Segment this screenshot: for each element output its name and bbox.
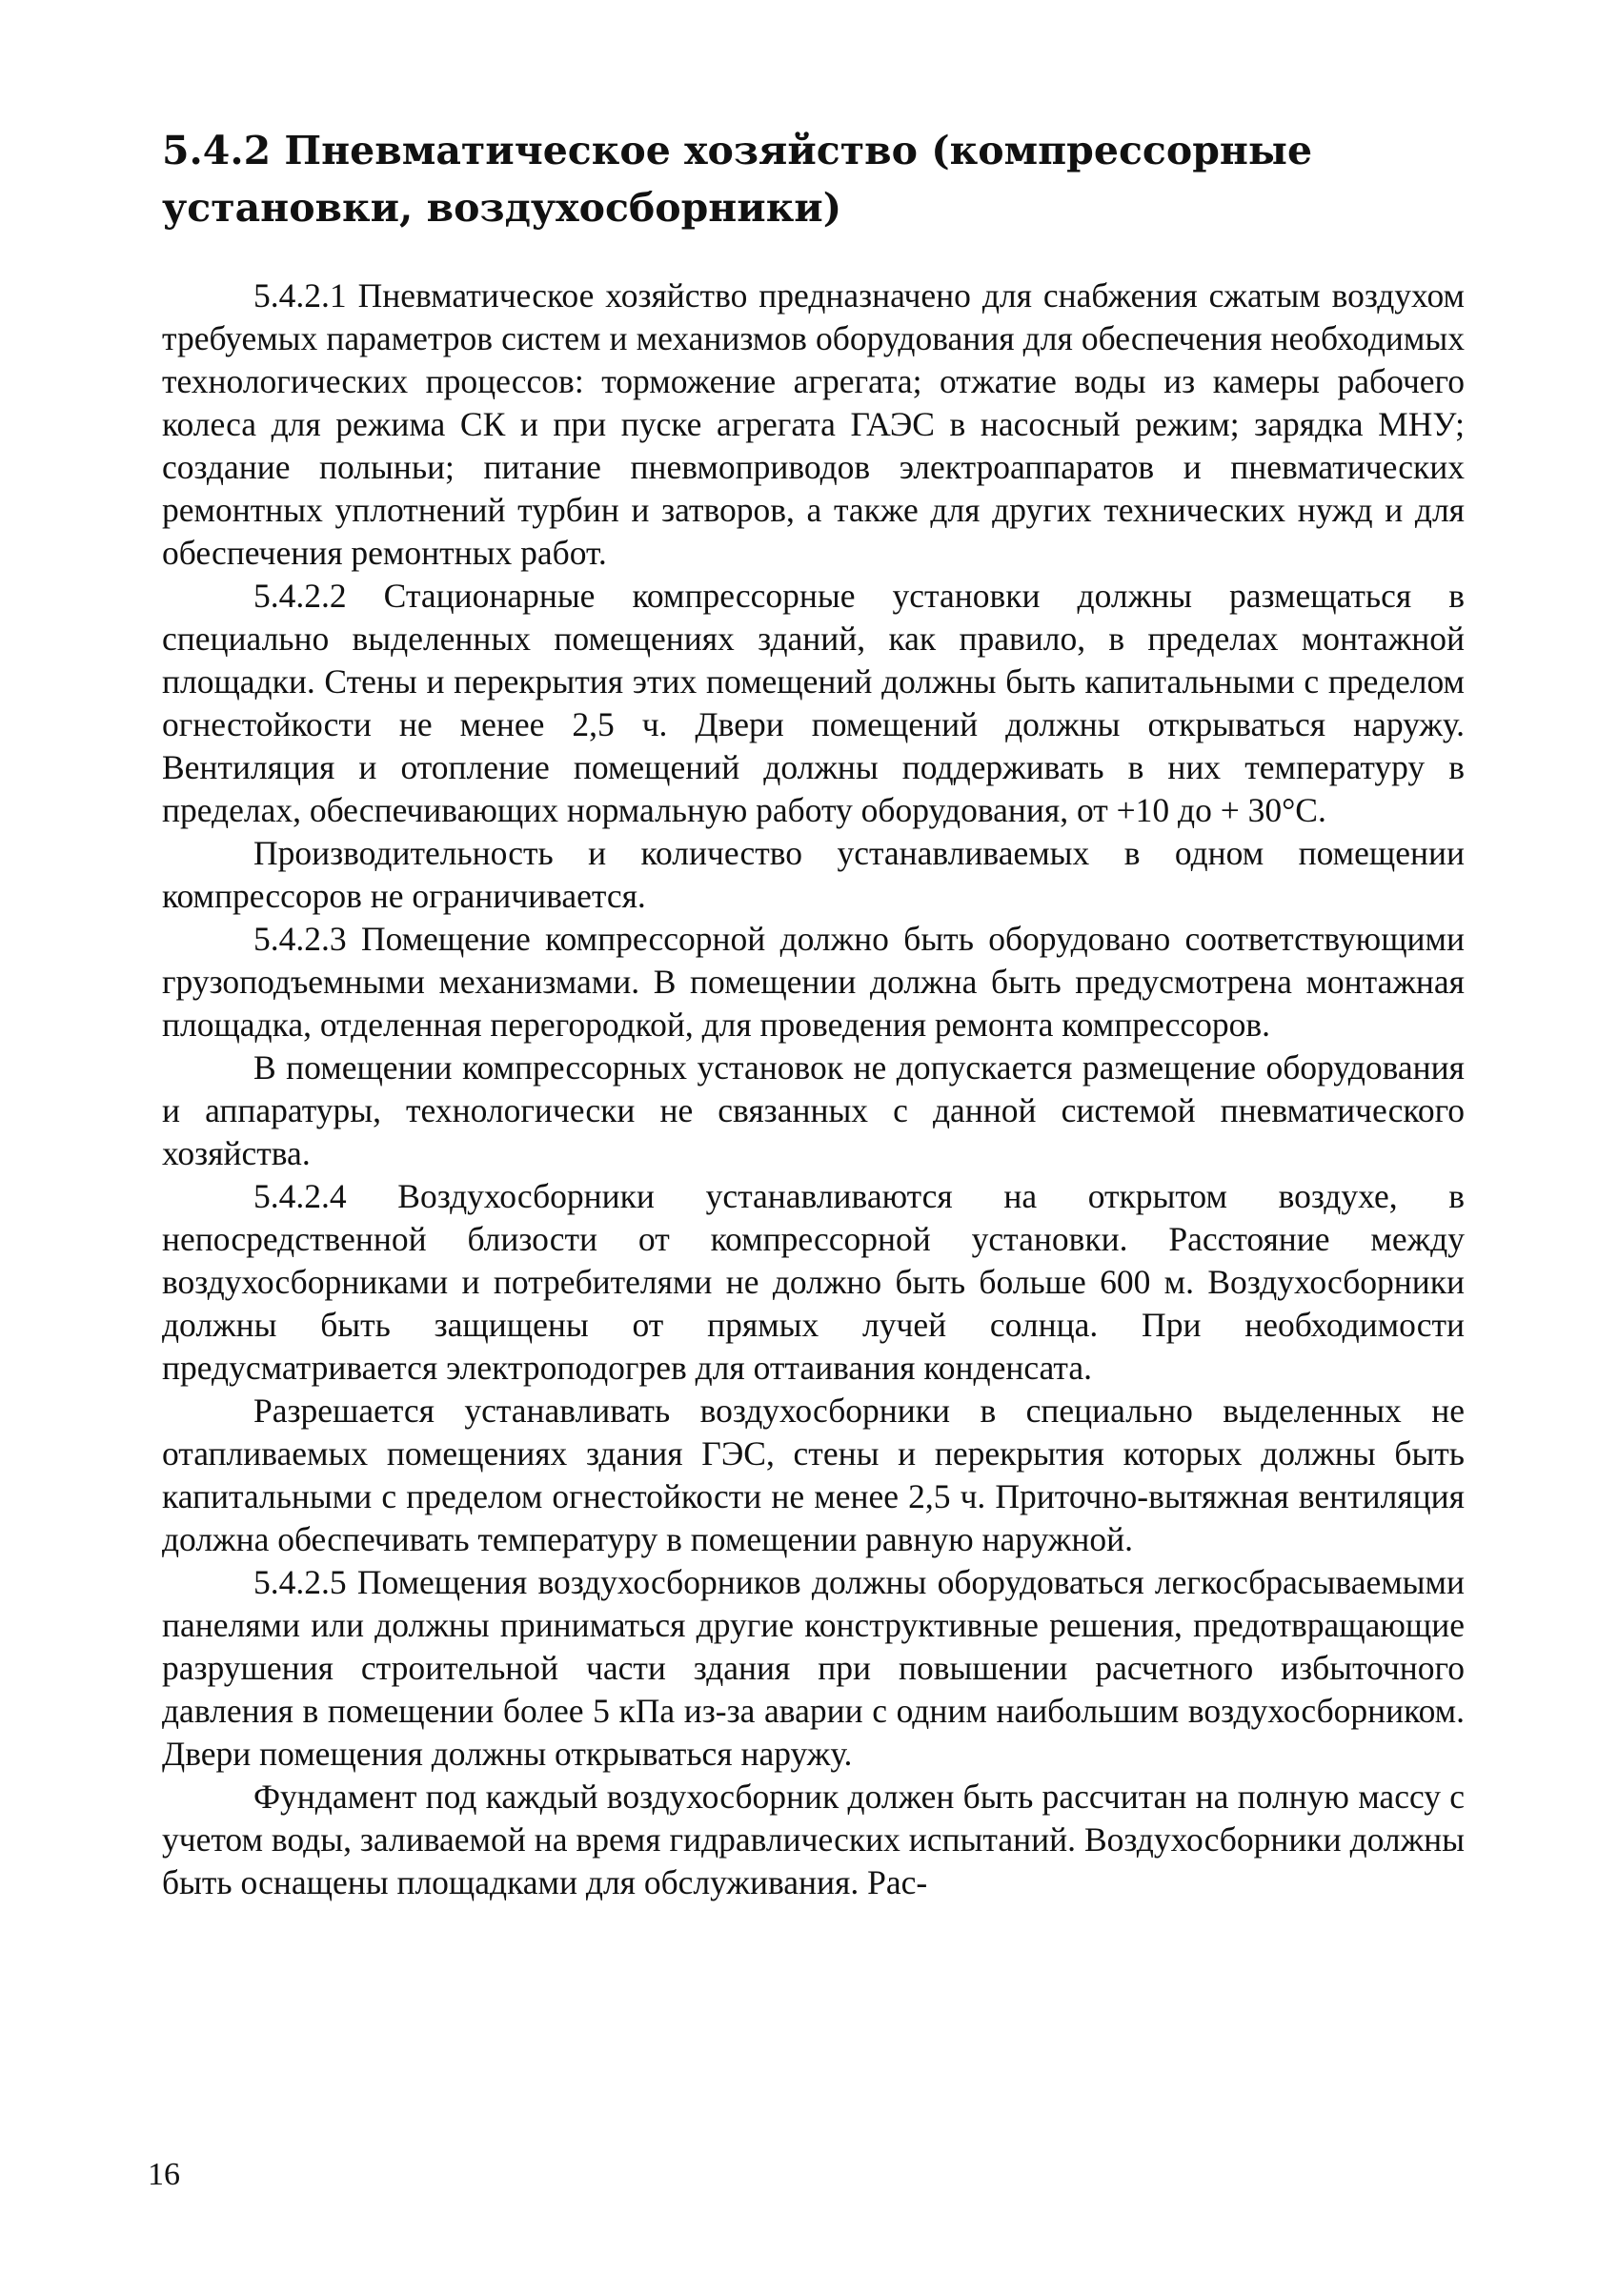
section-body [162,274,1465,1904]
paragraph-5-4-2-5: 5.4.2.5 Помещения воздухосборников должны оборудоваться легкосбрасываемыми панелями или должны приниматься другие конструктивные решения, предотвращающие разрушения строительной части здания при повышении расчетного избыточного давления в помещении более 5 кПа из-за аварии с одним наибольшим воздухосборником. Двери помещения должны открываться наружу. [162,1563,1465,1773]
paragraph-foundation: Фундамент под каждый воздухосборник должен быть рассчитан на полную массу с учетом воды, заливаемой на время гидравлических испытаний. Воздухосборники должны быть оснащены площадками для обслуживания. Рас- [162,1778,1465,1901]
paragraph-compressor-capacity: Производительность и количество устанавливаемых в одном помещении компрессоров не ограничивается. [162,834,1465,915]
paragraph-5-4-2-2: 5.4.2.2 Стационарные компрессорные установки должны размещаться в специально выделенных помещениях зданий, как правило, в пределах монтажной площадки. Стены и перекрытия этих помещений должны быть капитальными с пределом огнестойкости не менее 2,5 ч. Двери помещений должны открываться наружу. Вентиляция и отопление помещений должны поддерживать в них температуру в пределах, обеспечивающих нормальную работу оборудования, от +10 до + 30°С. [162,577,1465,829]
page-number: 16 [148,2157,180,2192]
paragraph-5-4-2-3: 5.4.2.3 Помещение компрессорной должно быть оборудовано соответствующими грузоподъемными механизмами. В помещении должна быть предусмотрена монтажная площадка, отделенная перегородкой, для проведения ремонта компрессоров. [162,920,1465,1044]
section-heading: 5.4.2 Пневматическое хозяйство (компрессорные установки, воздухосборники) [162,128,1313,231]
paragraph-unheated-rooms: Разрешается устанавливать воздухосборники в специально выделенных не отапливаемых помещениях здания ГЭС, стены и перекрытия которых должны быть капитальными с пределом огнестойкости не менее 2,5 ч. Приточно-вытяжная вентиляция должна обеспечивать температуру в помещении равную наружной. [162,1392,1465,1558]
paragraph-5-4-2-4: 5.4.2.4 Воздухосборники устанавливаются на открытом воздухе, в непосредственной близости от компрессорной установки. Расстояние между воздухосборниками и потребителями не должно быть больше 600 м. Воздухосборники должны быть защищены от прямых лучей солнца. При необходимости предусматривается электроподогрев для оттаивания конденсата. [162,1177,1465,1387]
paragraph-5-4-2-1: 5.4.2.1 Пневматическое хозяйство предназначено для снабжения сжатым воздухом требуемых параметров систем и механизмов оборудования для обеспечения необходимых технологических процессов: торможение агрегата; отжатие воды из камеры рабочего колеса для режима СК и при пуске агрегата ГАЭС в насосный режим; зарядка МНУ; создание полыньи; питание пневмоприводов электроаппаратов и пневматических ремонтных уплотнений турбин и затворов, а также для других технических нужд и для обеспечения ремонтных работ. [162,276,1465,572]
paragraph-equipment-restriction: В помещении компрессорных установок не допускается размещение оборудования и аппаратуры, технологически не связанных с данной системой пневматического хозяйства. [162,1048,1465,1172]
